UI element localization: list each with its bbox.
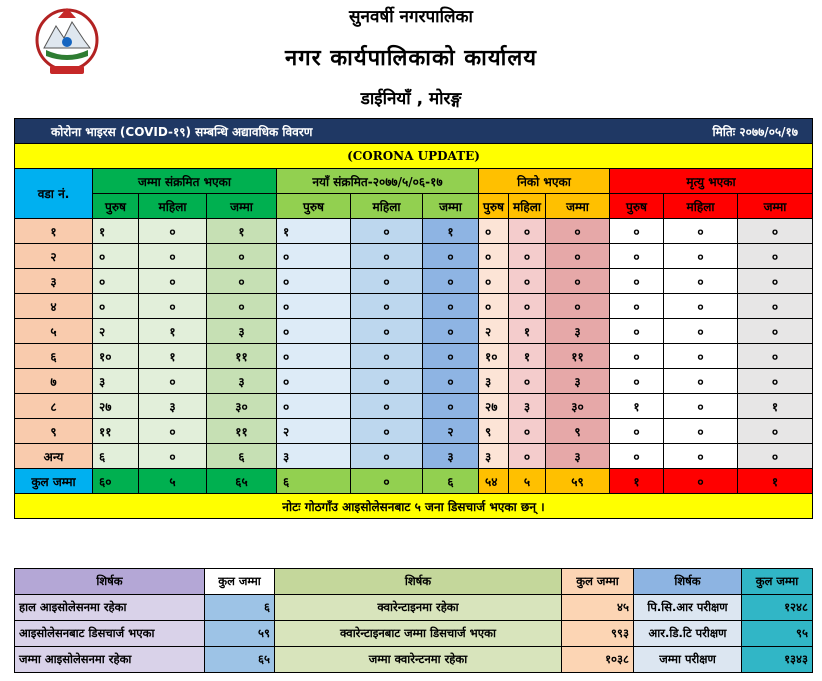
value-cell: ०: [738, 344, 813, 369]
value-cell: ०: [546, 219, 610, 244]
sub-header-total: जम्मा: [738, 194, 813, 219]
ward-cell: ३: [15, 269, 93, 294]
summary-title: जम्मा आइसोलेसनमा रहेका: [15, 647, 205, 673]
value-cell: ०: [738, 369, 813, 394]
value-cell: ०: [610, 344, 664, 369]
summary-row: [15, 647, 813, 673]
value-cell: ०: [139, 419, 207, 444]
ward-cell: अन्य: [15, 444, 93, 469]
value-cell: २: [423, 419, 479, 444]
ward-cell: ८: [15, 394, 93, 419]
total-value: ५९: [546, 469, 610, 494]
sub-header-total: जम्मा: [423, 194, 479, 219]
ward-cell: ४: [15, 294, 93, 319]
value-cell: ०: [664, 319, 738, 344]
update-label: (CORONA UPDATE): [15, 144, 813, 169]
value-cell: ०: [610, 369, 664, 394]
summary-title: आइसोलेसनबाट डिसचार्ज भएका: [15, 621, 205, 647]
total-value: ६०: [93, 469, 139, 494]
value-cell: ०: [139, 294, 207, 319]
value-cell: १: [738, 394, 813, 419]
summary-header-row: [15, 569, 813, 595]
value-cell: ०: [277, 269, 351, 294]
value-cell: ०: [423, 394, 479, 419]
value-cell: ०: [93, 269, 139, 294]
summary-title: जम्मा क्वारेन्टनमा रहेका: [275, 647, 562, 673]
value-cell: ०: [509, 269, 546, 294]
value-cell: ०: [423, 369, 479, 394]
value-cell: ०: [664, 419, 738, 444]
summary-total: ६: [205, 595, 275, 621]
value-cell: ०: [423, 244, 479, 269]
group-header-deaths: मृत्यु भएका: [610, 169, 813, 194]
ward-cell: ९: [15, 419, 93, 444]
summary-head-total-2: कुल जम्मा: [562, 569, 634, 595]
summary-table: [14, 568, 813, 673]
value-cell: ०: [93, 294, 139, 319]
sub-header-total: जम्मा: [207, 194, 277, 219]
summary-head-total-3: कुल जम्मा: [742, 569, 813, 595]
sub-header-total: जम्मा: [546, 194, 610, 219]
value-cell: ३: [207, 369, 277, 394]
sub-header-male: पुरुष: [479, 194, 509, 219]
value-cell: ०: [479, 219, 509, 244]
table-row: [15, 444, 813, 469]
value-cell: ०: [139, 219, 207, 244]
summary-head-title-1: शिर्षक: [15, 569, 205, 595]
value-cell: ०: [509, 244, 546, 269]
value-cell: ०: [664, 219, 738, 244]
total-value: ०: [664, 469, 738, 494]
corona-update-table: [14, 118, 813, 519]
value-cell: ०: [546, 269, 610, 294]
value-cell: ११: [93, 419, 139, 444]
summary-title: पि.सि.आर परीक्षण: [634, 595, 742, 621]
value-cell: ०: [610, 444, 664, 469]
summary-total: ४५: [562, 595, 634, 621]
table-row: [15, 244, 813, 269]
value-cell: ३: [546, 369, 610, 394]
value-cell: ०: [610, 269, 664, 294]
value-cell: ०: [423, 344, 479, 369]
value-cell: ०: [738, 219, 813, 244]
value-cell: ०: [423, 294, 479, 319]
value-cell: ०: [277, 244, 351, 269]
value-cell: १०: [479, 344, 509, 369]
sub-header-male: पुरुष: [610, 194, 664, 219]
value-cell: ०: [479, 244, 509, 269]
value-cell: ०: [207, 294, 277, 319]
value-cell: ०: [93, 244, 139, 269]
sub-header-male: पुरुष: [93, 194, 139, 219]
value-cell: ०: [277, 394, 351, 419]
value-cell: ०: [509, 369, 546, 394]
value-cell: ०: [546, 244, 610, 269]
value-cell: ०: [351, 244, 423, 269]
summary-title: जम्मा परीक्षण: [634, 647, 742, 673]
value-cell: ३: [546, 444, 610, 469]
value-cell: २७: [479, 394, 509, 419]
value-cell: ०: [738, 269, 813, 294]
summary-head-total-1: कुल जम्मा: [205, 569, 275, 595]
total-value: ६: [423, 469, 479, 494]
table-row: [15, 419, 813, 444]
summary-title: क्वारेन्टाइनमा रहेका: [275, 595, 562, 621]
value-cell: ११: [207, 344, 277, 369]
table-row: [15, 344, 813, 369]
value-cell: ०: [738, 294, 813, 319]
update-banner: [15, 144, 813, 169]
value-cell: ०: [664, 269, 738, 294]
value-cell: ०: [277, 369, 351, 394]
header: [0, 0, 822, 118]
summary-total: ९९३: [562, 621, 634, 647]
value-cell: २: [479, 319, 509, 344]
summary-total: ५९: [205, 621, 275, 647]
summary-title: आर.डि.टि परीक्षण: [634, 621, 742, 647]
total-value: ६: [277, 469, 351, 494]
value-cell: ०: [277, 319, 351, 344]
value-cell: ०: [509, 419, 546, 444]
total-value: ५४: [479, 469, 509, 494]
value-cell: ०: [139, 369, 207, 394]
summary-total: ९५: [742, 621, 813, 647]
group-header-recovered: निको भएका: [479, 169, 610, 194]
total-value: ५: [509, 469, 546, 494]
value-cell: ०: [351, 219, 423, 244]
table-row: [15, 269, 813, 294]
value-cell: ३: [139, 394, 207, 419]
value-cell: १: [277, 219, 351, 244]
value-cell: ३: [509, 394, 546, 419]
value-cell: ९: [546, 419, 610, 444]
value-cell: २: [93, 319, 139, 344]
total-value: १: [610, 469, 664, 494]
sub-header-male: पुरुष: [277, 194, 351, 219]
value-cell: ०: [351, 444, 423, 469]
value-cell: १: [207, 219, 277, 244]
value-cell: ०: [738, 244, 813, 269]
value-cell: ३: [423, 444, 479, 469]
value-cell: ०: [139, 244, 207, 269]
value-cell: ०: [423, 269, 479, 294]
value-cell: ०: [664, 344, 738, 369]
value-cell: ०: [738, 319, 813, 344]
value-cell: ०: [509, 219, 546, 244]
value-cell: ०: [664, 394, 738, 419]
value-cell: ०: [610, 244, 664, 269]
value-cell: ०: [139, 269, 207, 294]
value-cell: ०: [664, 444, 738, 469]
value-cell: ०: [610, 419, 664, 444]
value-cell: १: [139, 319, 207, 344]
sub-header-female: महिला: [664, 194, 738, 219]
value-cell: ०: [351, 394, 423, 419]
value-cell: ०: [738, 419, 813, 444]
ward-cell: ५: [15, 319, 93, 344]
value-cell: ३: [546, 319, 610, 344]
value-cell: ०: [610, 219, 664, 244]
total-row: [15, 469, 813, 494]
value-cell: ३०: [207, 394, 277, 419]
ward-cell: ६: [15, 344, 93, 369]
summary-title: क्वारेन्टाइनबाट जम्मा डिसचार्ज भएका: [275, 621, 562, 647]
total-value: ६५: [207, 469, 277, 494]
summary-total: १०३८: [562, 647, 634, 673]
ward-rows: [15, 219, 813, 469]
value-cell: १: [610, 394, 664, 419]
table-row: [15, 369, 813, 394]
value-cell: १: [423, 219, 479, 244]
summary-total: १३४३: [742, 647, 813, 673]
value-cell: ०: [664, 369, 738, 394]
discharge-note: नोटः गोठगाँउ आइसोलेसनबाट ५ जना डिसचार्ज भएका छन् ।: [15, 494, 813, 519]
ward-header: वडा नं.: [15, 169, 93, 219]
summary-head-title-3: शिर्षक: [634, 569, 742, 595]
report-date: मितिः २०७७/०५/१७: [712, 124, 799, 139]
value-cell: ०: [351, 269, 423, 294]
value-cell: ०: [207, 269, 277, 294]
value-cell: ०: [509, 294, 546, 319]
summary-head-title-2: शिर्षक: [275, 569, 562, 595]
total-value: ०: [351, 469, 423, 494]
value-cell: २७: [93, 394, 139, 419]
office-name: नगर कार्यपालिकाको कार्यालय: [285, 46, 537, 71]
sub-header-row: [15, 194, 813, 219]
value-cell: ०: [664, 294, 738, 319]
summary-total: ६५: [205, 647, 275, 673]
report-title: कोरोना भाइरस (COVID-१९) सम्बन्धि अद्यावधिक विवरण: [51, 124, 313, 139]
value-cell: ११: [207, 419, 277, 444]
value-cell: ०: [351, 294, 423, 319]
value-cell: ०: [664, 244, 738, 269]
value-cell: २: [277, 419, 351, 444]
value-cell: ६: [93, 444, 139, 469]
value-cell: ०: [509, 444, 546, 469]
total-value: १: [738, 469, 813, 494]
value-cell: ९: [479, 419, 509, 444]
sub-header-female: महिला: [139, 194, 207, 219]
value-cell: ०: [479, 294, 509, 319]
note-row: [15, 494, 813, 519]
value-cell: ०: [479, 269, 509, 294]
value-cell: ६: [207, 444, 277, 469]
sub-header-female: महिला: [351, 194, 423, 219]
value-cell: ०: [351, 419, 423, 444]
value-cell: ०: [546, 294, 610, 319]
sub-header-female: महिला: [509, 194, 546, 219]
value-cell: १: [509, 344, 546, 369]
total-label: कुल जम्मा: [15, 469, 93, 494]
value-cell: ३: [479, 369, 509, 394]
value-cell: ०: [351, 319, 423, 344]
value-cell: ०: [139, 444, 207, 469]
summary-title: हाल आइसोलेसनमा रहेका: [15, 595, 205, 621]
value-cell: ३: [93, 369, 139, 394]
value-cell: ०: [610, 319, 664, 344]
table-row: [15, 294, 813, 319]
value-cell: ३: [479, 444, 509, 469]
ward-cell: १: [15, 219, 93, 244]
value-cell: ०: [277, 344, 351, 369]
summary-row: [15, 621, 813, 647]
value-cell: ११: [546, 344, 610, 369]
value-cell: १: [509, 319, 546, 344]
group-header-row: [15, 169, 813, 194]
municipality-name: सुनवर्षी नगरपालिका: [349, 7, 473, 27]
summary-row: [15, 595, 813, 621]
value-cell: १: [139, 344, 207, 369]
value-cell: ०: [610, 294, 664, 319]
value-cell: १: [93, 219, 139, 244]
ward-cell: ७: [15, 369, 93, 394]
table-row: [15, 319, 813, 344]
value-cell: ३: [277, 444, 351, 469]
value-cell: ०: [351, 344, 423, 369]
value-cell: ०: [351, 369, 423, 394]
total-value: ५: [139, 469, 207, 494]
value-cell: ३: [207, 319, 277, 344]
summary-rows: [15, 595, 813, 673]
value-cell: १०: [93, 344, 139, 369]
group-header-new: नयाँ संक्रमित-२०७७/५/०६-१७: [277, 169, 479, 194]
value-cell: ०: [423, 319, 479, 344]
office-location: डाईनियाँ , मोरङ्ग: [360, 89, 462, 109]
table-row: [15, 394, 813, 419]
value-cell: ०: [207, 244, 277, 269]
group-header-infected: जम्मा संक्रमित भएका: [93, 169, 277, 194]
value-cell: ०: [738, 444, 813, 469]
ward-cell: २: [15, 244, 93, 269]
value-cell: ०: [277, 294, 351, 319]
title-bar: [15, 119, 813, 144]
value-cell: ३०: [546, 394, 610, 419]
table-row: [15, 219, 813, 244]
summary-total: १२४८: [742, 595, 813, 621]
